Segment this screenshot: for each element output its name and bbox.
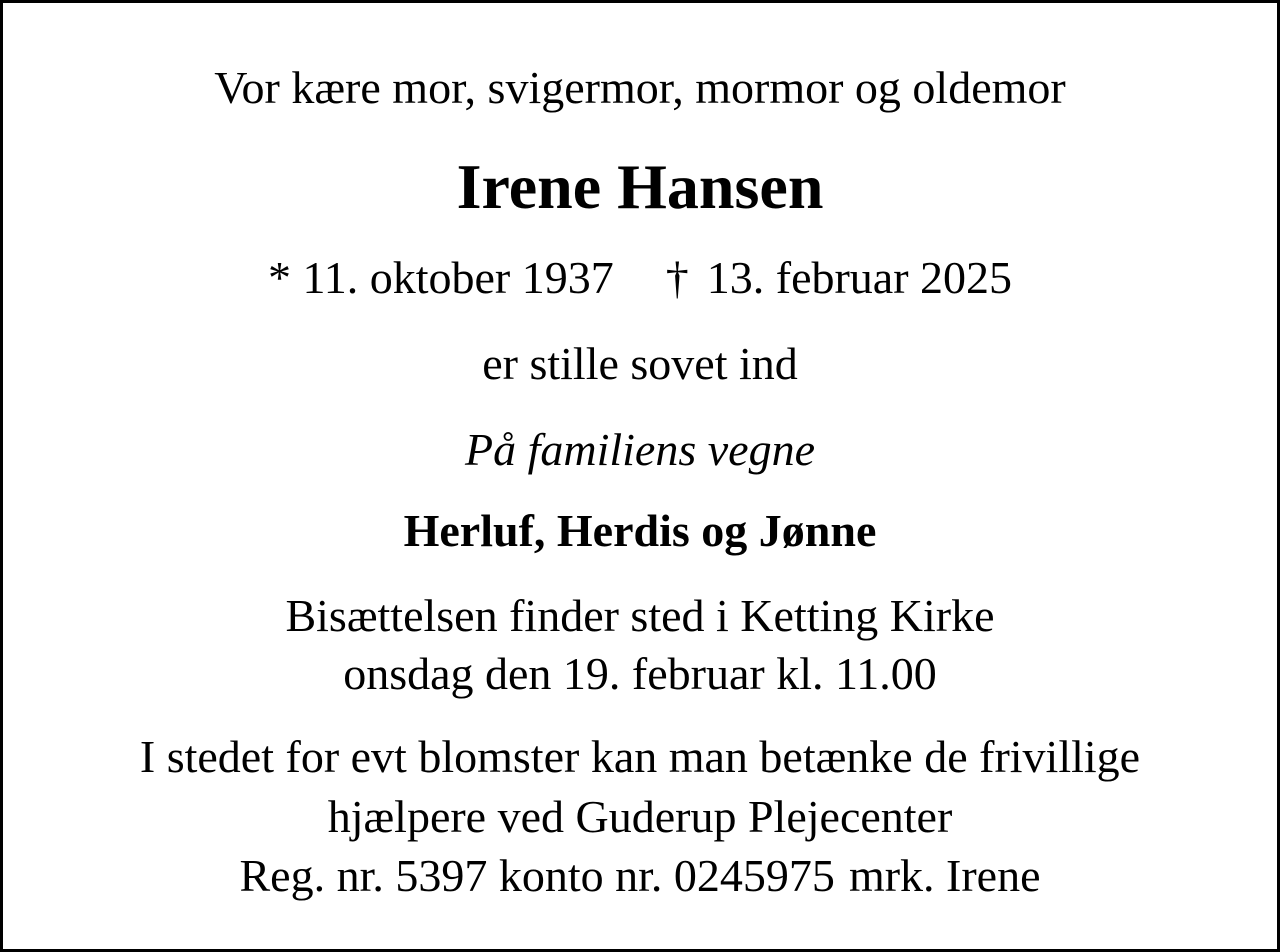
on-behalf-line: På familiens vegne — [464, 424, 815, 475]
life-dates — [3, 252, 1277, 303]
death-date: 13. februar 2025 — [706, 252, 1013, 303]
service-line: Bisættelsen finder sted i Ketting Kirke — [285, 590, 995, 641]
intro-line: Vor kære mor, svigermor, mormor og oldemor — [214, 62, 1066, 113]
donation-mark: mrk. Irene — [848, 850, 1041, 901]
donation-line: hjælpere ved Guderup Plejecenter — [327, 791, 953, 842]
passing-line: er stille sovet ind — [482, 338, 798, 389]
birth-date: * 11. oktober 1937 — [267, 252, 614, 303]
bank-account: Reg. nr. 5397 konto nr. 0245975 — [239, 850, 835, 901]
bank-account-line — [3, 850, 1277, 901]
cross-icon: † — [665, 252, 689, 303]
deceased-name: Irene Hansen — [456, 151, 824, 222]
family-names: Herluf, Herdis og Jønne — [403, 505, 877, 556]
donation-line: I stedet for evt blomster kan man betænke de frivillige — [139, 731, 1141, 782]
service-line: onsdag den 19. februar kl. 11.00 — [343, 648, 937, 699]
